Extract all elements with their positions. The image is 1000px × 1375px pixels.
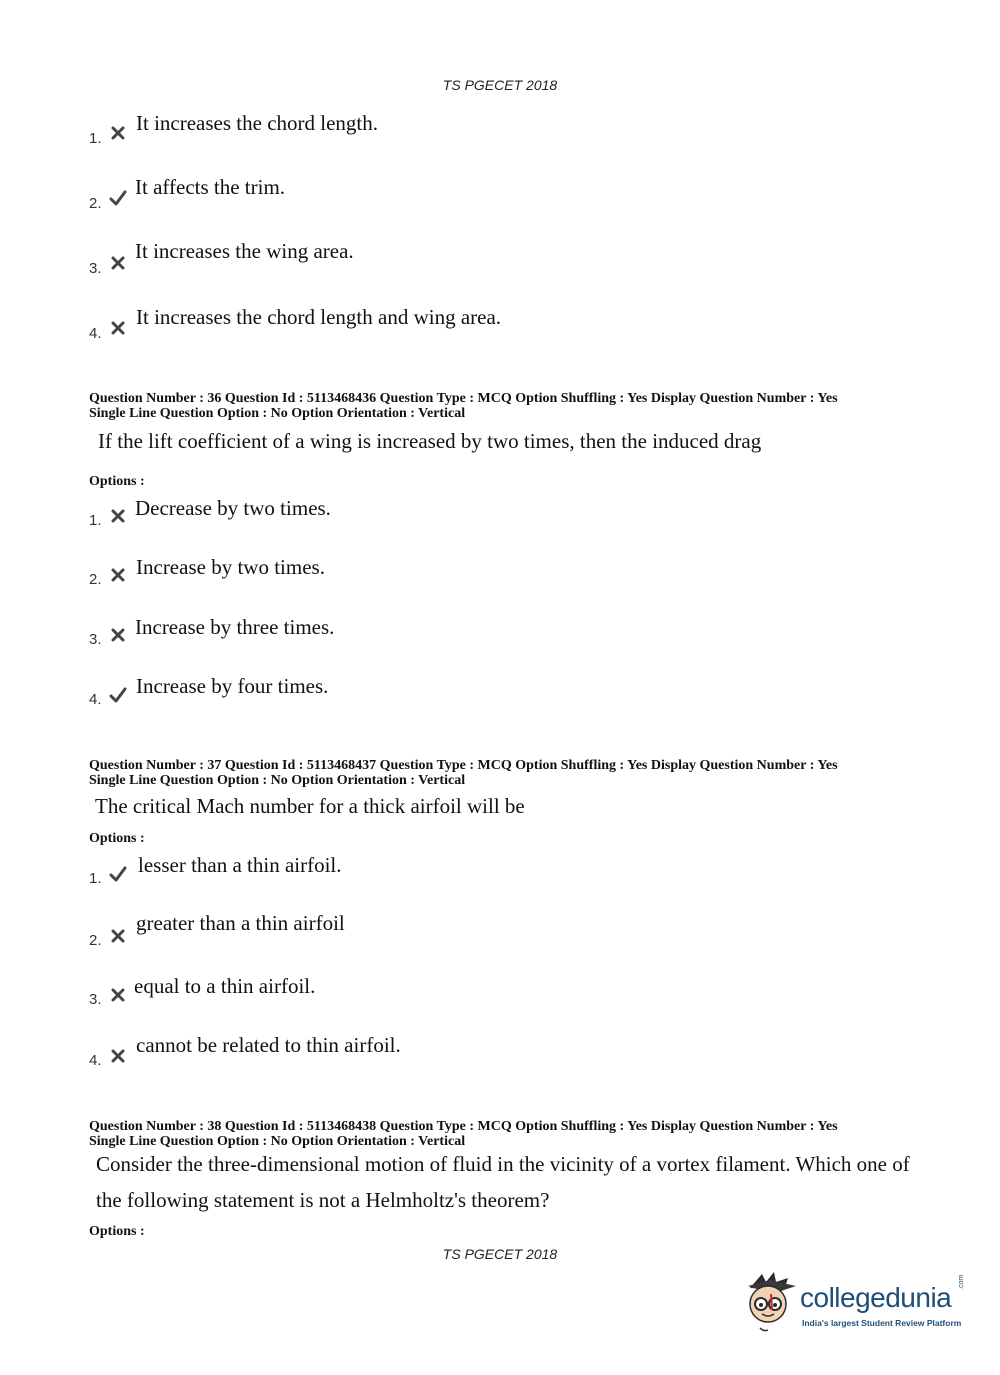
cross-icon — [109, 507, 127, 525]
options-label: Options : — [89, 474, 145, 489]
option-number: 3. — [89, 260, 102, 277]
option-number: 2. — [89, 195, 102, 212]
cross-icon — [109, 927, 127, 945]
option-number: 1. — [89, 512, 102, 529]
cross-icon — [109, 626, 127, 644]
option-text: It increases the wing area. — [135, 239, 354, 263]
collegedunia-logo — [740, 1268, 970, 1338]
option-text: equal to a thin airfoil. — [134, 974, 316, 998]
check-icon — [109, 189, 127, 207]
question-text: The critical Mach number for a thick airfoil will be — [95, 794, 525, 818]
option-number: 3. — [89, 991, 102, 1008]
option-number: 1. — [89, 870, 102, 887]
page-header: TS PGECET 2018 — [442, 77, 558, 93]
question-meta: Single Line Question Option : No Option Orientation : Vertical — [89, 406, 466, 421]
option-text: lesser than a thin airfoil. — [138, 853, 342, 877]
cross-icon — [109, 124, 127, 142]
option-text: It increases the chord length. — [136, 111, 378, 135]
question-meta: Question Number : 38 Question Id : 5113468438 Question Type : MCQ Option Shuffling : Yes Display Question Number : Yes — [89, 1119, 838, 1134]
page-footer: TS PGECET 2018 — [442, 1246, 558, 1262]
cross-icon — [109, 986, 127, 1004]
cross-icon — [109, 566, 127, 584]
question-meta: Single Line Question Option : No Option Orientation : Vertical — [89, 1134, 466, 1149]
option-text: Increase by three times. — [135, 615, 335, 639]
cross-icon — [109, 319, 127, 337]
check-icon — [109, 865, 127, 883]
question-text: If the lift coefficient of a wing is increased by two times, then the induced drag — [98, 429, 762, 453]
option-number: 3. — [89, 631, 102, 648]
logo-name: collegedunia — [800, 1282, 952, 1313]
question-text: the following statement is not a Helmholtz's theorem? — [96, 1188, 550, 1212]
option-number: 2. — [89, 571, 102, 588]
option-text: Increase by four times. — [136, 674, 329, 698]
option-number: 4. — [89, 1052, 102, 1069]
option-text: greater than a thin airfoil — [136, 911, 345, 935]
check-icon — [109, 686, 127, 704]
question-meta: Question Number : 37 Question Id : 5113468437 Question Type : MCQ Option Shuffling : Yes Display Question Number : Yes — [89, 758, 838, 773]
option-text: cannot be related to thin airfoil. — [136, 1033, 401, 1057]
option-number: 2. — [89, 932, 102, 949]
question-meta: Single Line Question Option : No Option Orientation : Vertical — [89, 773, 466, 788]
question-text: Consider the three-dimensional motion of fluid in the vicinity of a vortex filament. Which one of — [96, 1152, 910, 1176]
cross-icon — [109, 254, 127, 272]
options-label: Options : — [89, 831, 145, 846]
option-number: 4. — [89, 691, 102, 708]
option-text: It increases the chord length and wing area. — [136, 305, 502, 329]
option-text: Increase by two times. — [136, 555, 325, 579]
option-text: Decrease by two times. — [135, 496, 331, 520]
option-number: 1. — [89, 130, 102, 147]
cross-icon — [109, 1047, 127, 1065]
option-number: 4. — [89, 325, 102, 342]
mascot-icon — [740, 1268, 798, 1334]
option-text: It affects the trim. — [135, 175, 286, 199]
options-label: Options : — [89, 1224, 145, 1239]
logo-tagline: India's largest Student Review Platform — [802, 1318, 962, 1328]
question-meta: Question Number : 36 Question Id : 5113468436 Question Type : MCQ Option Shuffling : Yes Display Question Number : Yes — [89, 391, 838, 406]
logo-com: .com — [958, 1274, 965, 1290]
